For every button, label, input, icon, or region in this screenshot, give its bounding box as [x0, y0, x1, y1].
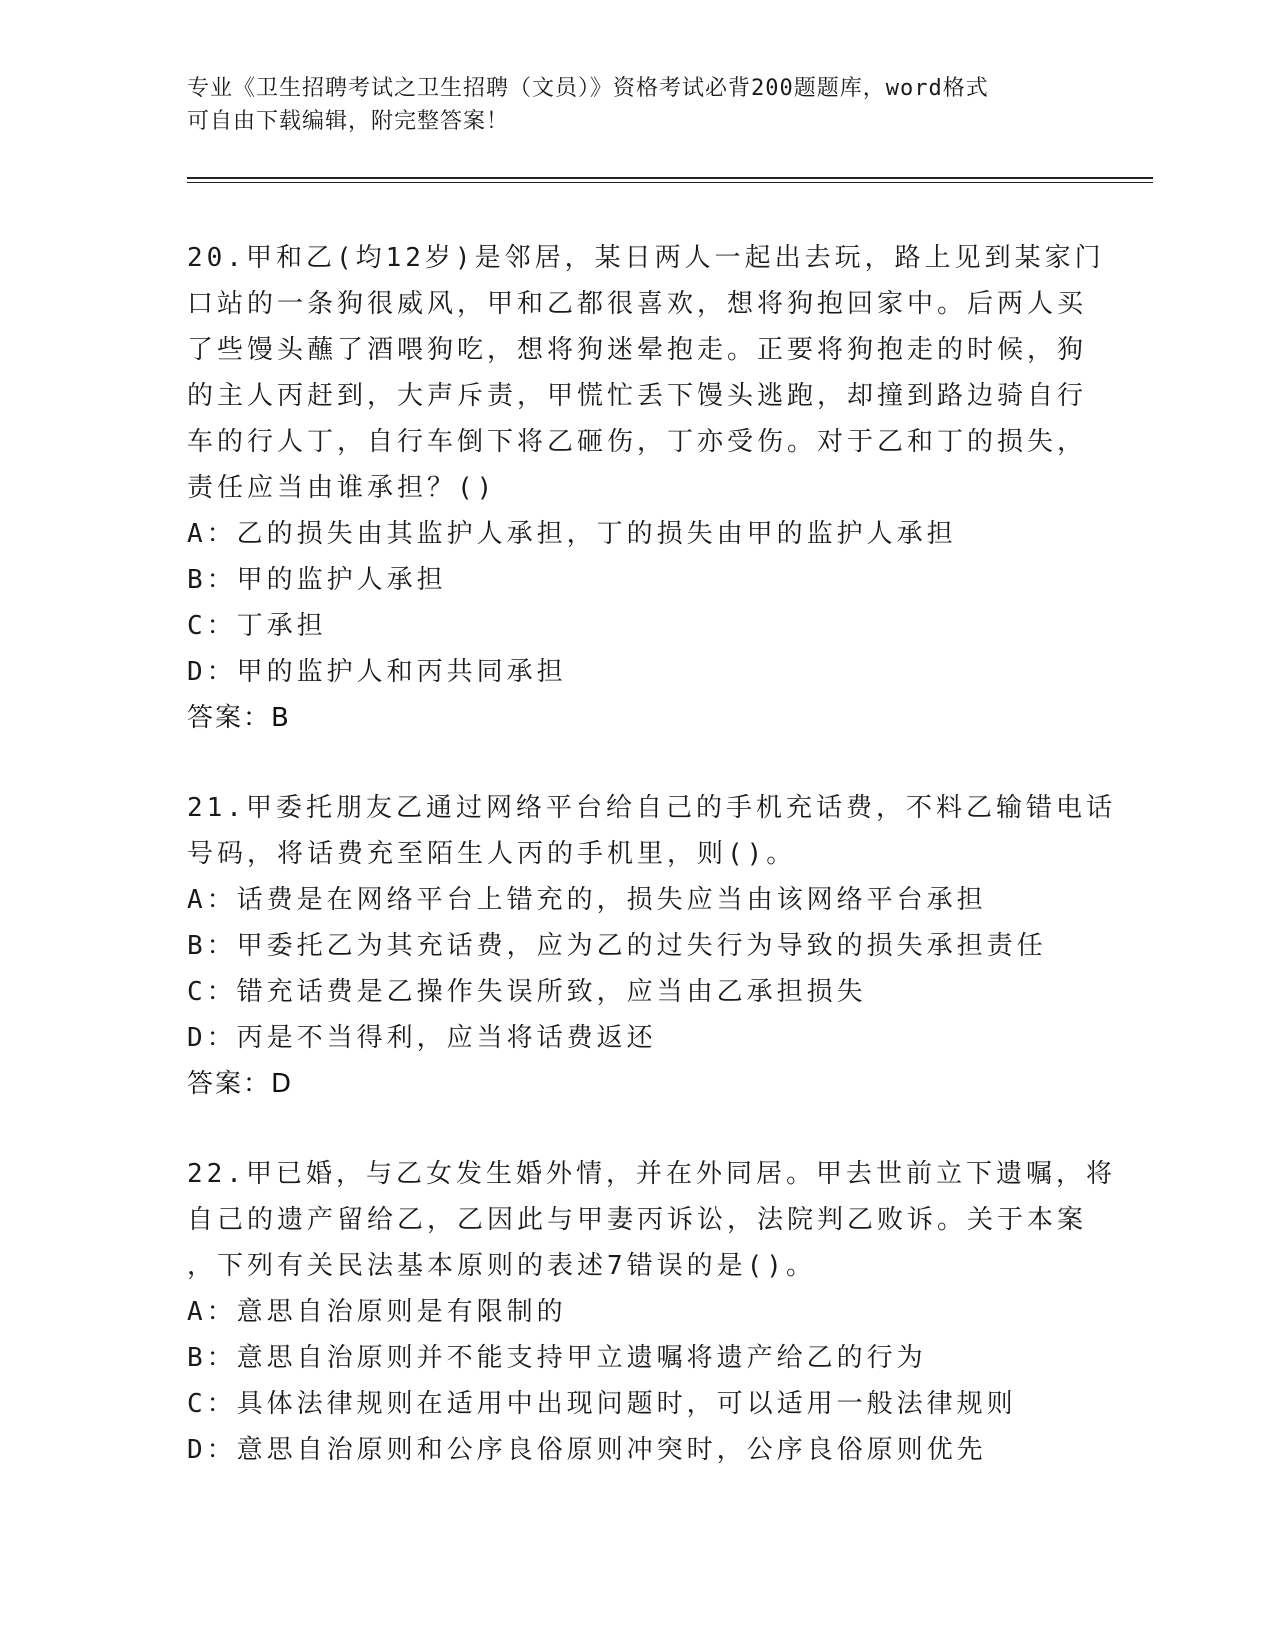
- option-d: D：丙是不当得利，应当将话费返还: [187, 1023, 657, 1053]
- question-list: [187, 235, 1116, 1517]
- option-c: C：错充话费是乙操作失误所致，应当由乙承担损失: [187, 977, 867, 1007]
- question-20: [187, 235, 1105, 741]
- header-divider: [187, 177, 1153, 179]
- question-text-line: 车的行人丁，自行车倒下将乙砸伤，丁亦受伤。对于乙和丁的损失，: [187, 427, 1088, 457]
- question-text-line: 21.甲委托朋友乙通过网络平台给自己的手机充话费，不料乙输错电话: [187, 793, 1116, 823]
- question-text-line: 自己的遗产留给乙，乙因此与甲妻丙诉讼，法院判乙败诉。关于本案: [187, 1205, 1088, 1235]
- question-text-line: 了些馒头蘸了酒喂狗吃，想将狗迷晕抱走。正要将狗抱走的时候，狗: [187, 335, 1088, 365]
- option-a: A：乙的损失由其监护人承担，丁的损失由甲的监护人承担: [187, 519, 957, 549]
- question-text-line: 20.甲和乙(均12岁)是邻居，某日两人一起出去玩，路上见到某家门: [187, 243, 1105, 273]
- question-text-line: 22.甲已婚，与乙女发生婚外情，并在外同居。甲去世前立下遗嘱，将: [187, 1159, 1116, 1189]
- option-b: B：意思自治原则并不能支持甲立遗嘱将遗产给乙的行为: [187, 1343, 927, 1373]
- option-c: C：丁承担: [187, 611, 327, 641]
- question-text-line: 口站的一条狗很威风，甲和乙都很喜欢，想将狗抱回家中。后两人买: [187, 289, 1088, 319]
- option-b: B：甲委托乙为其充话费，应为乙的过失行为导致的损失承担责任: [187, 931, 1047, 961]
- option-a: A：话费是在网络平台上错充的，损失应当由该网络平台承担: [187, 885, 987, 915]
- option-c: C：具体法律规则在适用中出现问题时，可以适用一般法律规则: [187, 1389, 1017, 1419]
- option-a: A：意思自治原则是有限制的: [187, 1297, 567, 1327]
- question-text-line: 的主人丙赶到，大声斥责，甲慌忙丢下馒头逃跑，却撞到路边骑自行: [187, 381, 1088, 411]
- document-header: [187, 72, 1067, 138]
- question-text-line: ，下列有关民法基本原则的表述7错误的是()。: [187, 1251, 816, 1281]
- question-text-line: 责任应当由谁承担？(): [187, 473, 497, 503]
- option-b: B：甲的监护人承担: [187, 565, 447, 595]
- header-line: 专业《卫生招聘考试之卫生招聘（文员）》资格考试必背200题题库，word格式: [187, 76, 989, 101]
- answer-label: 答案：B: [187, 703, 291, 733]
- option-d: D：意思自治原则和公序良俗原则冲突时，公序良俗原则优先: [187, 1435, 987, 1465]
- question-22: [187, 1151, 1116, 1473]
- answer-label: 答案：D: [187, 1069, 294, 1099]
- header-line: 可自由下载编辑，附完整答案！: [187, 109, 510, 134]
- question-text-line: 号码，将话费充至陌生人丙的手机里，则()。: [187, 839, 797, 869]
- option-d: D：甲的监护人和丙共同承担: [187, 657, 567, 687]
- header-divider-thin: [187, 182, 1153, 183]
- question-21: [187, 785, 1116, 1107]
